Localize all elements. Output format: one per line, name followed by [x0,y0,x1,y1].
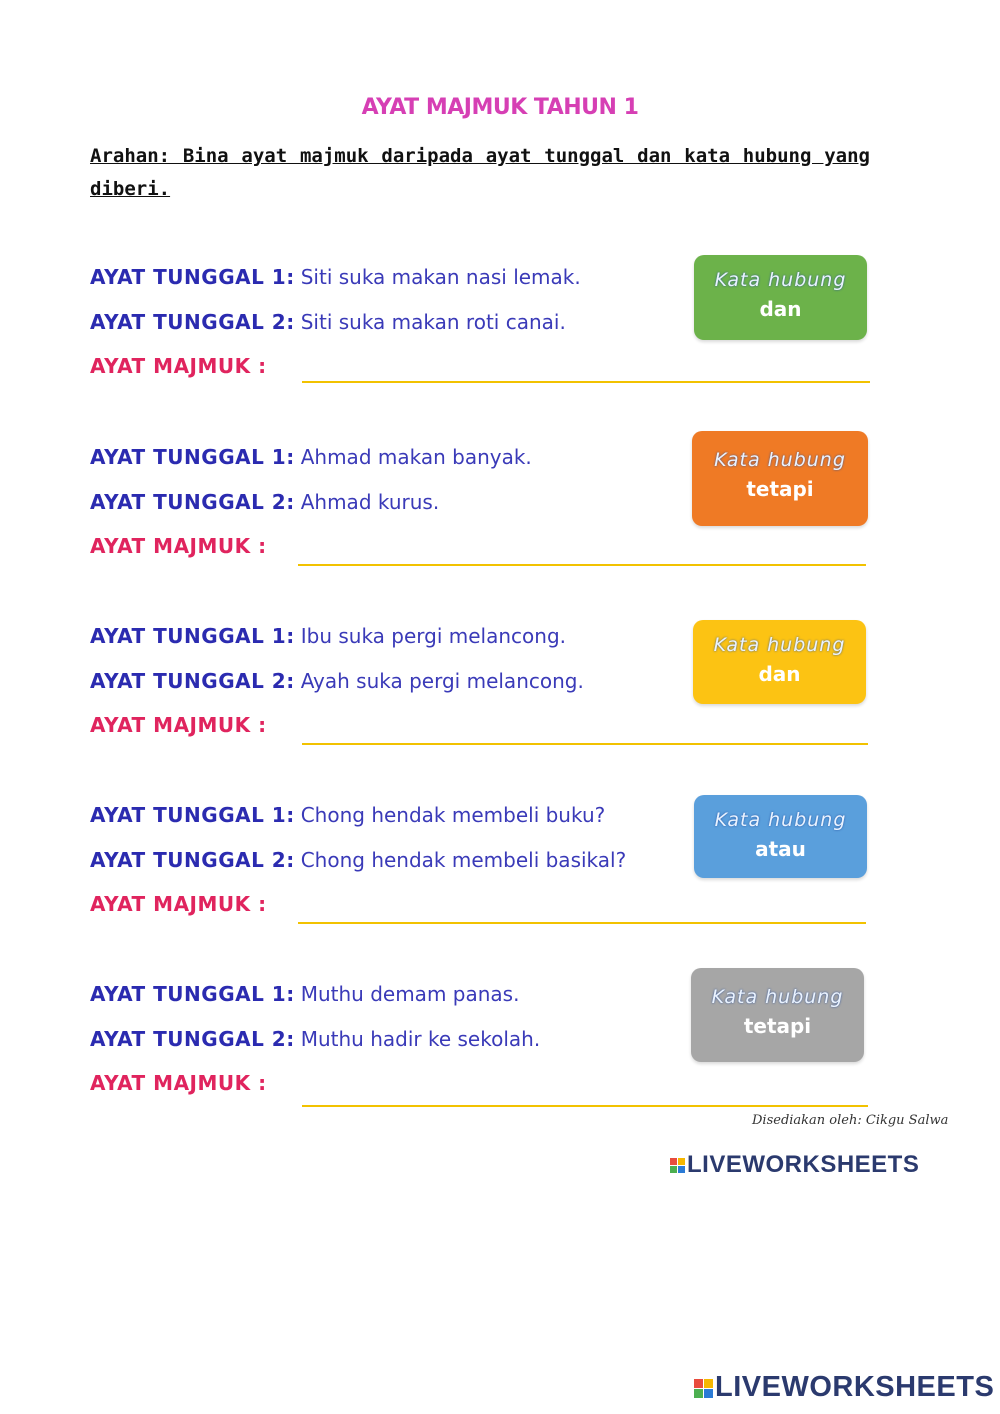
ayat-tunggal-2-line [90,490,439,514]
liveworksheets-logo-small [670,1151,919,1179]
ayat-tunggal-1-label: AYAT TUNGGAL 1: [90,624,295,648]
ayat-tunggal-1-label: AYAT TUNGGAL 1: [90,803,295,827]
instruction-text: Arahan: Bina ayat majmuk daripada ayat tunggal dan kata hubung yang diberi. [90,145,870,200]
kata-hubung-box [694,255,867,340]
ayat-tunggal-2-label: AYAT TUNGGAL 2: [90,310,295,334]
kata-hubung-label: Kata hubung [714,449,846,471]
kata-hubung-label: Kata hubung [713,634,846,656]
worksheet-title: AYAT MAJMUK TAHUN 1 [361,95,639,120]
exercise-4 [0,798,1000,958]
answer-line[interactable] [298,922,866,924]
author-credit: Disediakan oleh: Cikgu Salwa [752,1113,949,1128]
ayat-tunggal-1-label: AYAT TUNGGAL 1: [90,445,295,469]
ayat-tunggal-2-label: AYAT TUNGGAL 2: [90,1027,295,1051]
ayat-majmuk-label: AYAT MAJMUK : [90,713,267,737]
sentence-1: Chong hendak membeli buku? [300,803,606,827]
sentence-2: Siti suka makan roti canai. [300,310,566,334]
answer-line[interactable] [302,743,868,745]
ayat-tunggal-2-line [90,669,584,693]
sentence-2: Ayah suka pergi melancong. [300,669,584,693]
ayat-tunggal-2-label: AYAT TUNGGAL 2: [90,669,295,693]
conjunction-word: tetapi [746,477,814,501]
brand-text: LIVEWORKSHEETS [687,1151,920,1178]
liveworksheets-logo-large [694,1371,994,1404]
ayat-majmuk-label: AYAT MAJMUK : [90,354,267,378]
sentence-1: Ibu suka pergi melancong. [300,624,567,648]
ayat-majmuk-label: AYAT MAJMUK : [90,534,267,558]
sentence-1: Ahmad makan banyak. [300,445,532,469]
ayat-tunggal-2-line [90,1027,540,1051]
kata-hubung-box [694,795,867,878]
sentence-2: Chong hendak membeli basikal? [300,848,627,872]
kata-hubung-box [692,431,868,526]
ayat-tunggal-1-label: AYAT TUNGGAL 1: [90,982,295,1006]
answer-line[interactable] [302,381,870,383]
ayat-tunggal-2-label: AYAT TUNGGAL 2: [90,490,295,514]
ayat-tunggal-2-line [90,310,566,334]
kata-hubung-label: Kata hubung [714,269,847,291]
conjunction-word: dan [758,662,801,686]
exercise-2 [0,440,1000,600]
ayat-tunggal-2-line [90,848,626,872]
ayat-tunggal-1-line [90,445,532,469]
sentence-1: Muthu demam panas. [300,982,520,1006]
ayat-tunggal-1-line [90,265,581,289]
sentence-1: Siti suka makan nasi lemak. [300,265,581,289]
ayat-tunggal-2-label: AYAT TUNGGAL 2: [90,848,295,872]
liveworksheets-mark-icon [670,1158,685,1173]
brand-text: LIVEWORKSHEETS [715,1371,995,1403]
answer-line[interactable] [302,1105,868,1107]
ayat-majmuk-label: AYAT MAJMUK : [90,1071,267,1095]
kata-hubung-label: Kata hubung [714,809,847,831]
ayat-tunggal-1-line [90,624,566,648]
ayat-tunggal-1-line [90,982,519,1006]
kata-hubung-box [691,968,864,1062]
ayat-tunggal-1-line [90,803,605,827]
conjunction-word: tetapi [743,1014,812,1038]
liveworksheets-mark-icon [694,1379,713,1398]
ayat-majmuk-label: AYAT MAJMUK : [90,892,267,916]
ayat-tunggal-1-label: AYAT TUNGGAL 1: [90,265,295,289]
kata-hubung-box [693,620,866,704]
exercise-1 [0,260,1000,420]
sentence-2: Muthu hadir ke sekolah. [300,1027,541,1051]
conjunction-word: dan [759,297,802,321]
sentence-2: Ahmad kurus. [300,490,440,514]
answer-line[interactable] [298,564,866,566]
conjunction-word: atau [755,837,806,861]
kata-hubung-label: Kata hubung [711,986,844,1008]
exercise-3 [0,619,1000,779]
